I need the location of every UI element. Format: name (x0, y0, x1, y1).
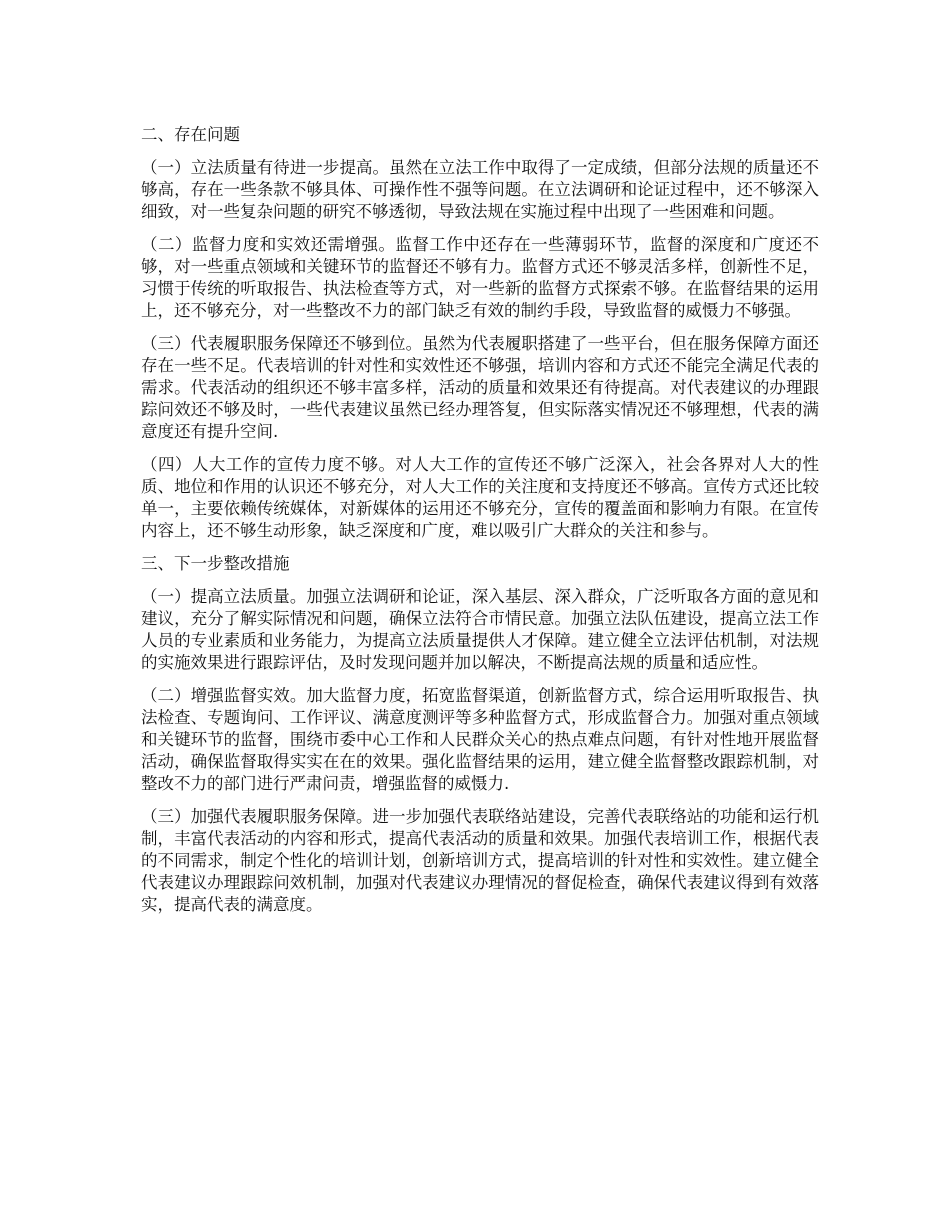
paragraph: （二）增强监督实效。加大监督力度，拓宽监督渠道，创新监督方式，综合运用听取报告、执法检查、专题询问、工作评议、满意度测评等多种监督方式，形成监督合力。加强对重点领域和关键环节的监督，围绕市委中心工作和人民群众关心的热点难点问题，有针对性地开展监督活动，确保监督取得实实在在的效果。强化监督结果的运用，建立健全监督整改跟踪机制，对整改不力的部门进行严肃问责，增强监督的威慑力. (141, 686, 819, 793)
paragraph: （三）代表履职服务保障还不够到位。虽然为代表履职搭建了一些平台，但在服务保障方面还存在一些不足。代表培训的针对性和实效性还不够强，培训内容和方式还不能完全满足代表的需求。代表活动的组织还不够丰富多样，活动的质量和效果还有待提高。对代表建议的办理跟踪问效还不够及时，一些代表建议虽然已经办理答复，但实际落实情况还不够理想，代表的满意度还有提升空间. (141, 334, 819, 441)
paragraph: （四）人大工作的宣传力度不够。对人大工作的宣传还不够广泛深入，社会各界对人大的性质、地位和作用的认识还不够充分，对人大工作的关注度和支持度还不够高。宣传方式还比较单一，主要依赖传统媒体，对新媒体的运用还不够充分，宣传的覆盖面和影响力有限。在宣传内容上，还不够生动形象，缺乏深度和广度，难以吸引广大群众的关注和参与。 (141, 455, 819, 540)
section-existing-problems (141, 124, 819, 542)
paragraph: （一）立法质量有待进一步提高。虽然在立法工作中取得了一定成绩，但部分法规的质量还不够高，存在一些条款不够具体、可操作性不强等问题。在立法调研和论证过程中，还不够深入细致，对一些复杂问题的研究不够透彻，导致法规在实施过程中出现了一些困难和问题。 (141, 158, 819, 221)
paragraph: （三）加强代表履职服务保障。进一步加强代表联络站建设，完善代表联络站的功能和运行机制，丰富代表活动的内容和形式，提高代表活动的质量和效果。加强代表培训工作，根据代表的不同需求，制定个性化的培训计划，创新培训方式，提高培训的针对性和实效性。建立健全代表建议办理跟踪问效机制，加强对代表建议办理情况的督促检查，确保代表建议得到有效落实，提高代表的满意度。 (141, 807, 819, 914)
section-heading: 二、存在问题 (141, 125, 240, 144)
paragraph: （二）监督力度和实效还需增强。监督工作中还存在一些薄弱环节，监督的深度和广度还不够，对一些重点领域和关键环节的监督还不够有力。监督方式还不够灵活多样，创新性不足，习惯于传统的听取报告、执法检查等方式，对一些新的监督方式探索不够。在监督结果的运用上，还不够充分，对一些整改不力的部门缺乏有效的制约手段，导致监督的威慑力不够强。 (141, 235, 819, 320)
section-rectification-measures (141, 553, 819, 916)
document-page (141, 124, 819, 927)
paragraph: （一）提高立法质量。加强立法调研和论证，深入基层、深入群众，广泛听取各方面的意见和建议，充分了解实际情况和问题，确保立法符合市情民意。加强立法队伍建设，提高立法工作人员的专业素质和业务能力，为提高立法质量提供人才保障。建立健全立法评估机制，对法规的实施效果进行跟踪评估，及时发现问题并加以解决，不断提高法规的质量和适应性。 (141, 587, 819, 672)
section-heading: 三、下一步整改措施 (141, 554, 290, 573)
